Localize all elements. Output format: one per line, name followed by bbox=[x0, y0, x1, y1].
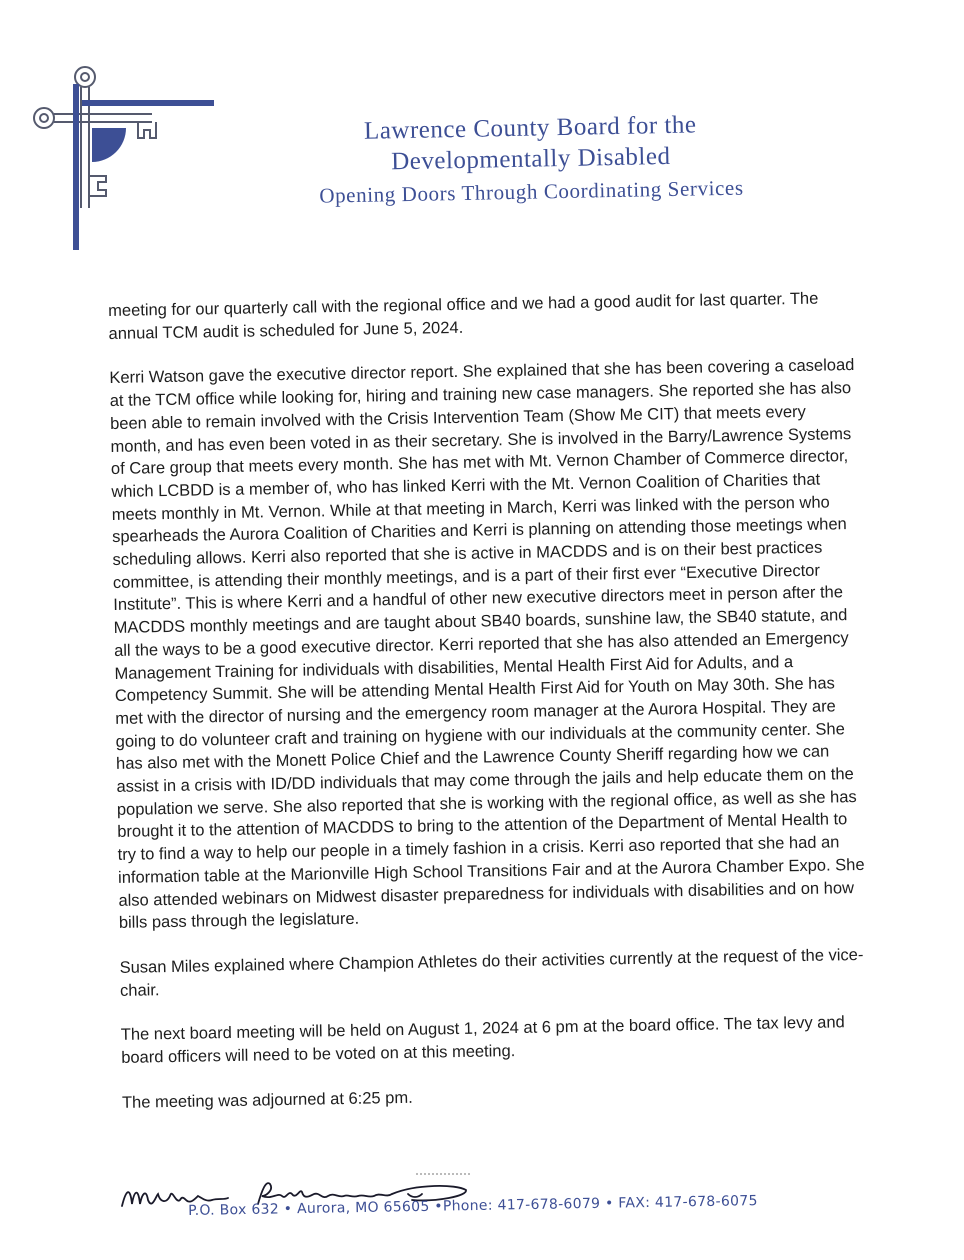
paragraph-executive-director-report: Kerri Watson gave the executive director report. She explained that she has been covering a caseload at the TCM office while looking for, hiring and training new case managers. She reported she has also been able to remain involved with the Crisis Intervention Team (Show Me CIT) that meets every month, and has even been voted in as their secretary. She is involved in the Barry/Lawrence Systems of Care group that meets every month. She has met with Mt. Vernon Chamber of Commerce director, which LCBDD is a member of, who has linked Kerri with the Mt. Vernon Coalition of Charities that meets monthly in Mt. Vernon. While at that meeting in March, Kerri was linked with the person who spearheads the Aurora Coalition of Charities and Kerri is planning on attending those meetings when scheduling allows. Kerri also reported that she is active in MACDDS and is on their best practices committee, is attending their monthly meetings, and is a part of their first ever “Executive Director Institute”. This is where Kerri and a handful of other new executive directors meet in person after the MACDDS monthly meetings and are taught about SB40 boards, sunshine law, the SB40 statute, and all the ways to be a good executive director. Kerri reported that she has also attended an Emergency Management Training for individuals with disabilities, Mental Health First Aid for Adults, and a Competency Summit. She will be attending Mental Health First Aid for Youth on May 30th. She has met with the director of nursing and the emergency room manager at the Aurora Hospital. They are going to do volunteer craft and training on hygiene with our individuals at the community center. She has also met with the Monett Police Chief and the Lawrence County Sheriff regarding how we can assist in a crisis with ID/DD individuals that may come through the jails and help educate them on the population we serve. She also reported that she is working with the regional office, as well as she has brought it to the attention of MACDDS to bring to the attention of the Department of Mental Health to try to find a way to help our people in a timely fashion in a crisis. Kerri aso reported that she had an information table at the Marionville High School Transitions Fair and at the Aurora Chamber Expo. She also attended webinars on Midwest disaster preparedness for individuals with disabilities and on how bills pass through the legislature. bbox=[109, 356, 865, 933]
footer-address: P.O. Box 632 • Aurora, MO 65605 •Phone: 417-678-6079 • FAX: 417-678-6075 bbox=[188, 1193, 758, 1219]
paragraph-audit: meeting for our quarterly call with the regional office and we had a good audit for last quarter. The annual TCM audit is scheduled for June 5, 2024. bbox=[108, 289, 819, 343]
org-tagline: Opening Doors Through Coordinating Services bbox=[319, 175, 744, 208]
paragraph-next-meeting: The next board meeting will be held on August 1, 2024 at 6 pm at the board office. The tax levy and board officers will need to be voted on at this meeting. bbox=[120, 1013, 845, 1067]
paragraph-champion-athletes: Susan Miles explained where Champion Athletes do their activities currently at the request of the vice-chair. bbox=[119, 945, 864, 1000]
minutes-body bbox=[108, 287, 870, 1136]
org-name-line-2: Developmentally Disabled bbox=[390, 142, 671, 176]
letterhead bbox=[250, 107, 812, 212]
org-name-line-1: Lawrence County Board for the bbox=[363, 111, 697, 145]
paragraph-adjourned: The meeting was adjourned at 6:25 pm. bbox=[121, 1088, 413, 1112]
keys-logo bbox=[26, 58, 226, 258]
